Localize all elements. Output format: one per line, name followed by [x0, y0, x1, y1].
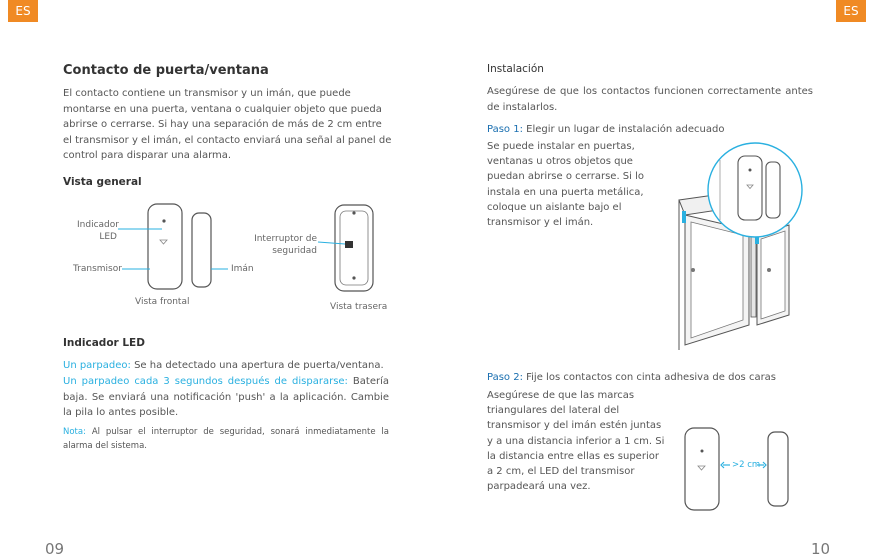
label-rear-view: Vista trasera [330, 302, 388, 312]
intro-line: El contacto contiene un transmisor y un imán, que puede [63, 88, 351, 99]
step2-line: a 2 cm, el LED del transmisor [487, 466, 635, 478]
step2-label: Paso 2: [487, 372, 523, 383]
page-number-left: 09 [45, 540, 65, 558]
gap-label: >2 cm [732, 460, 761, 470]
step1-line: instala en una puerta metálica, [487, 186, 644, 198]
label-led-line2: LED [99, 232, 117, 242]
language-tab-left: ES [8, 0, 38, 22]
transmitter-front-illustration [148, 204, 182, 289]
step2-heading [487, 370, 817, 386]
blink-once-text: Se ha detectado una apertura de puerta/ventana. [130, 360, 384, 371]
zoom-magnet [766, 162, 780, 218]
blink-3s-text: Batería baja. Se enviará una notificación 'push' a la aplicación. Cambie la pila lo antes posible. [63, 376, 390, 418]
step2-line: Asegúrese de que las marcas [487, 390, 635, 401]
page-number-right: 10 [811, 540, 831, 558]
label-magnet: Imán [231, 264, 254, 274]
label-led [77, 219, 117, 243]
led-indicator-title: Indicador LED [63, 337, 145, 349]
note-text: Al pulsar el interruptor de seguridad, sonará inmediatamente la alarma del sistema. [63, 427, 389, 451]
step1-body [487, 139, 657, 230]
led-dot [162, 219, 165, 222]
step1-line: transmisor y el imán. [487, 217, 594, 229]
label-front-view: Vista frontal [135, 297, 190, 307]
step1-line: ventanas u otros objetos que [487, 156, 633, 168]
step1-title: Elegir un lugar de instalación adecuado [522, 124, 725, 135]
label-tamper-line2: seguridad [272, 246, 317, 256]
magnet-illustration [768, 432, 788, 506]
label-tamper-line1: Interruptor de [254, 234, 317, 244]
overview-title: Vista general [63, 176, 142, 188]
blink-once-label: Un parpadeo: [63, 360, 131, 371]
step2-title: Fije los contactos con cinta adhesiva de dos caras [522, 372, 777, 383]
note [63, 425, 389, 453]
step1-line: coloque un aislante bajo el [487, 201, 622, 213]
installation-title: Instalación [487, 63, 544, 75]
section-title-door-window-contact: Contacto de puerta/ventana [63, 63, 269, 78]
step1-line: puedan abrirse o cerrarse. Si lo [487, 171, 645, 183]
intro-line: el transmisor y el imán, el contacto enviará una señal al panel de [63, 134, 392, 146]
intro-line: control para disparar una alarma. [63, 150, 232, 161]
step2-line: triangulares del lateral del [487, 405, 620, 417]
intro-paragraph [63, 86, 393, 164]
led-blink-every-3s [63, 374, 389, 421]
led-blink-once [63, 358, 389, 374]
step1-label: Paso 1: [487, 124, 523, 135]
installation-intro: Asegúrese de que los contactos funcionen correctamente antes de instalarlos. [487, 86, 813, 113]
label-tamper-switch [245, 233, 317, 257]
step1-heading [487, 122, 817, 138]
step2-line: la distancia entre ellas es superior [487, 450, 659, 462]
intro-line: montarse en una puerta, ventana o cualquier objeto que pueda [63, 103, 382, 115]
blink-3s-label: Un parpadeo cada 3 segundos después de dispararse: [63, 376, 348, 387]
label-led-line1: Indicador [77, 220, 119, 230]
step1-line: Se puede instalar en puertas, [487, 141, 635, 152]
gap-illustration [680, 425, 795, 515]
magnet-front-illustration [192, 213, 211, 287]
step2-line: transmisor y del imán estén juntas [487, 420, 662, 432]
language-tab-right: ES [836, 0, 866, 22]
tamper-switch-icon [345, 241, 353, 248]
door-installation-illustration [665, 140, 815, 355]
step2-line: parpadeará una vez. [487, 481, 591, 493]
note-label: Nota: [63, 427, 86, 437]
step2-body [487, 388, 667, 494]
intro-line: abrirse o cerrarse. Si hay una separación de más de 2 cm entre [63, 119, 382, 130]
step2-line: y a una distancia inferior a 1 cm. Si [487, 435, 665, 447]
label-transmitter: Transmisor [73, 264, 122, 274]
